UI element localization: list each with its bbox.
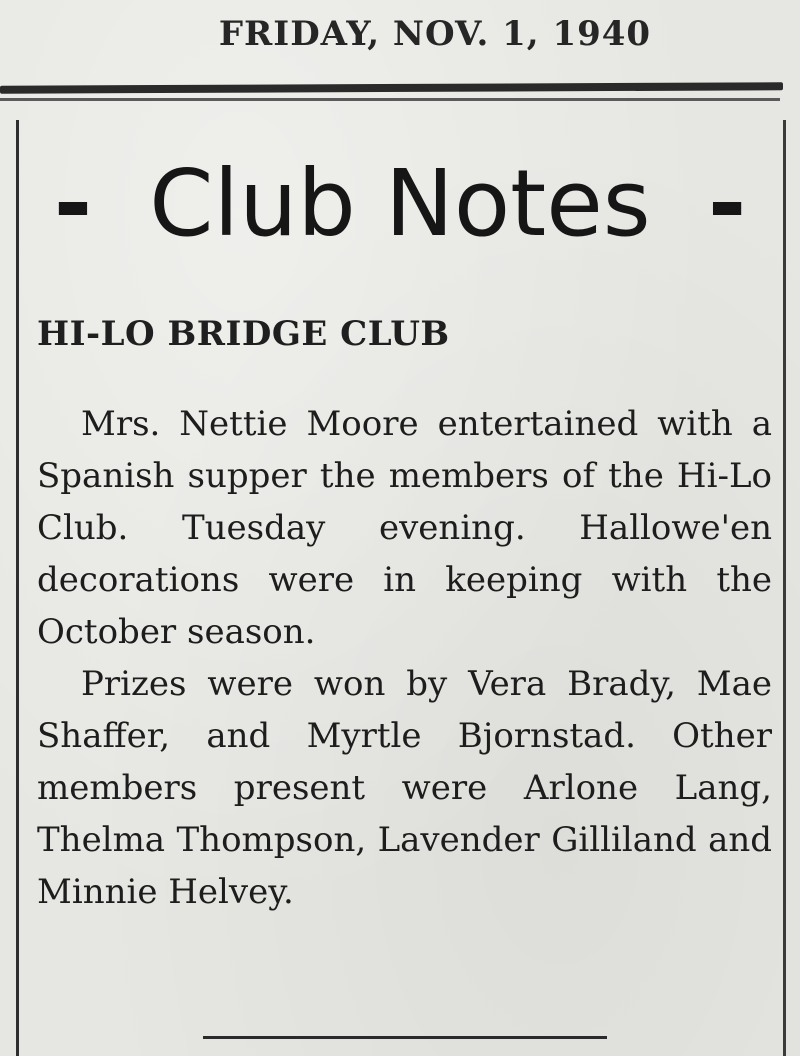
article-end-rule [203, 1036, 607, 1039]
heading-right-ornament: - [707, 150, 747, 257]
header-rule [0, 82, 783, 93]
article-headline: HI-LO BRIDGE CLUB [37, 314, 450, 354]
page-dateline: FRIDAY, NOV. 1, 1940 [218, 14, 652, 54]
section-title: Club Notes [149, 150, 651, 257]
article-body [37, 398, 772, 918]
section-heading [20, 148, 780, 260]
column-rule-right [783, 120, 786, 1056]
article-paragraph: Mrs. Nettie Moore entertained with a Spanish supper the members of the Hi-Lo Club. Tuesday evening. Hallowe'en decorations were in keeping with the October season. [37, 404, 772, 652]
article-paragraph: Prizes were won by Vera Brady, Mae Shaffer, and Myrtle Bjornstad. Other members present were Arlone Lang, Thelma Thompson, Lavender Gilliland and Minnie Helvey. [37, 664, 772, 912]
header-rule-thin [0, 98, 780, 101]
heading-left-ornament: - [53, 150, 93, 257]
column-rule-left [16, 120, 19, 1056]
